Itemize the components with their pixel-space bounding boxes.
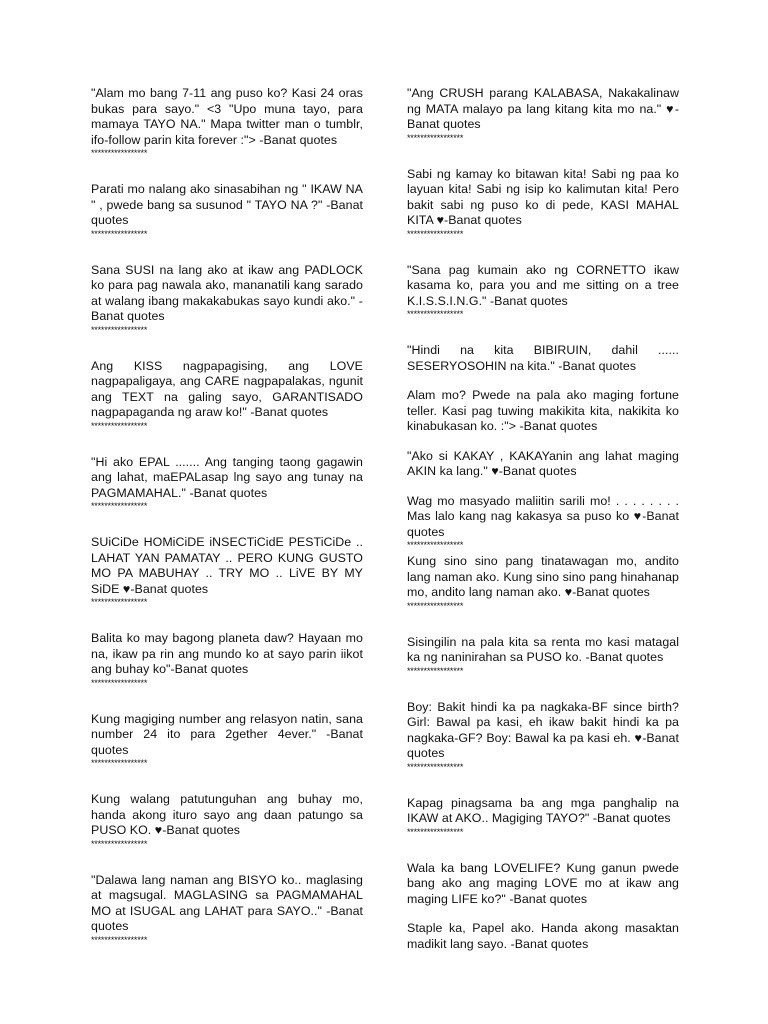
quote-block (407, 635, 679, 676)
quote-text: Sana SUSI na lang ako at ikaw ang PADLOCK ko para pag nawala ako, mananatili kang sarado at walang ibang makakabukas sayo kundi ako." -Banat quotes (91, 262, 363, 323)
separator: ***************** (407, 665, 464, 676)
separator: ***************** (91, 228, 148, 239)
quote-text: "Ako si KAKAY , KAKAYanin ang lahat maging AKIN ka lang." ♥-Banat quotes (407, 448, 679, 478)
quote-block (407, 796, 679, 837)
quote-text: Sabi ng kamay ko bitawan kita! Sabi ng paa ko layuan kita! Sabi ng isip ko kalimutan kita! Pero bakit sabi ng puso ko di pede, KASI MAHAL KITA ♥-Banat quotes (407, 166, 679, 227)
quote-text: Sisingilin na pala kita sa renta mo kasi matagal ka ng naninirahan sa PUSO ko. -Banat quotes (407, 634, 679, 664)
right-column (407, 86, 679, 966)
separator: ***************** (407, 132, 464, 143)
quote-text: Kung magiging number ang relasyon natin, sana number 24 ito para 2gether 4ever." -Banat quotes (91, 711, 363, 757)
separator: ***************** (407, 309, 464, 319)
quote-text: SUiCiDe HOMiCiDE iNSECTiCidE PESTiCiDe .. LAHAT YAN PAMATAY .. PERO KUNG GUSTO MO PA MABUHAY .. TRY MO .. LiVE BY MY SiDE ♥-Banat quotes (91, 535, 363, 596)
quote-block (407, 554, 679, 611)
quote-block (407, 494, 679, 551)
separator: ***************** (91, 758, 148, 768)
separator: ***************** (91, 420, 148, 431)
quote-block (91, 535, 363, 607)
quote-block (91, 873, 363, 945)
separator: ***************** (91, 324, 148, 335)
separator: ***************** (91, 677, 148, 688)
quote-text: "Hi ako EPAL ....... Ang tanging taong gagawin ang lahat, maEPALasap lng sayo ang tunay na PAGMAMAHAL." -Banat quotes (91, 454, 363, 500)
separator: ***************** (91, 934, 148, 945)
quote-block (407, 263, 679, 320)
quote-text: Boy: Bakit hindi ka pa nagkaka-BF since birth? Girl: Bawal pa kasi, eh ikaw bakit hindi ka pa nagkaka-GF? Boy: Bawal ka pa kasi eh. ♥-Banat quotes (407, 699, 679, 760)
separator: ***************** (407, 540, 464, 550)
separator: ***************** (91, 148, 148, 158)
quote-text: "Dalawa lang naman ang BISYO ko.. maglasing at magsugal. MAGLASING sa PAGMAMAHAL MO at ISUGAL ang LAHAT para SAYO.." -Banat quotes (91, 872, 363, 933)
quote-block (91, 359, 363, 431)
separator: ***************** (407, 600, 464, 611)
separator: ***************** (407, 761, 464, 772)
separator: ***************** (407, 826, 464, 837)
quote-text: "Sana pag kumain ako ng CORNETTO ikaw kasama ko, para you and me sitting on a tree K.I.S.S.I.N.G." -Banat quotes (407, 262, 679, 308)
quote-block (407, 86, 679, 143)
quote-block (407, 167, 679, 239)
quote-block (407, 343, 679, 374)
quote-text: Wala ka bang LOVELIFE? Kung ganun pwede bang ako ang maging LOVE mo at ikaw ang maging LIFE ko?" -Banat quotes (407, 860, 679, 906)
left-column (91, 86, 363, 969)
quote-text: Ang KISS nagpapagising, ang LOVE nagpapaligaya, ang CARE nagpapalakas, ngunit ang TEXT na galing sayo, GARANTISADO nagpapaganda ng araw ko!" -Banat quotes (91, 358, 363, 419)
quote-text: Wag mo masyado maliitin sarili mo! . . . . . . . . Mas lalo kang nag kakasya sa puso ko ♥-Banat quotes (407, 493, 679, 539)
quote-text: "Alam mo bang 7-11 ang puso ko? Kasi 24 oras bukas para sayo." <3 "Upo muna tayo, para mamaya TAYO NA." Mapa twitter man o tumblr, ifo-follow parin kita forever :"> -Banat quotes (91, 86, 363, 147)
quote-text: Kapag pinagsama ba ang mga panghalip na IKAW at AKO.. Magiging TAYO?" -Banat quotes (407, 795, 679, 825)
quote-block (91, 86, 363, 158)
quote-text: "Hindi na kita BIBIRUIN, dahil ...... SESERYOSOHIN na kita." -Banat quotes (407, 343, 679, 373)
quote-text: "Ang CRUSH parang KALABASA, Nakakalinaw ng MATA malayo pa lang kitang kita mo na." ♥-Banat quotes (407, 86, 679, 131)
quote-block (407, 921, 679, 952)
quote-block (91, 455, 363, 512)
quote-block (91, 182, 363, 239)
quote-text: Kung sino sino pang tinatawagan mo, andito lang naman ako. Kung sino sino pang hinahanap mo, andito lang naman ako. ♥-Banat quotes (407, 554, 679, 599)
quote-text: Alam mo? Pwede na pala ako maging fortune teller. Kasi pag tuwing makikita kita, nakikita ko kinabukasan ko. :"> -Banat quotes (407, 388, 679, 433)
quote-block (91, 792, 363, 849)
quote-block (407, 700, 679, 772)
separator: ***************** (91, 838, 148, 849)
quote-block (91, 263, 363, 335)
separator: ***************** (91, 597, 148, 607)
quote-block (407, 449, 679, 480)
quote-block (91, 712, 363, 769)
quote-block (91, 631, 363, 688)
quote-block (407, 388, 679, 435)
quote-text: Parati mo nalang ako sinasabihan ng " IKAW NA " , pwede bang sa susunod " TAYO NA ?" -Banat quotes (91, 182, 363, 227)
quote-text: Staple ka, Papel ako. Handa akong masaktan madikit lang sayo. -Banat quotes (407, 921, 679, 951)
separator: ***************** (407, 228, 464, 239)
quote-block (407, 861, 679, 908)
quote-text: Kung walang patutunguhan ang buhay mo, handa akong ituro sayo ang daan patungo sa PUSO KO. ♥-Banat quotes (91, 792, 363, 837)
separator: ***************** (91, 501, 148, 511)
quote-text: Balita ko may bagong planeta daw? Hayaan mo na, ikaw pa rin ang mundo ko at sayo parin iikot ang buhay ko"-Banat quotes (91, 631, 363, 676)
